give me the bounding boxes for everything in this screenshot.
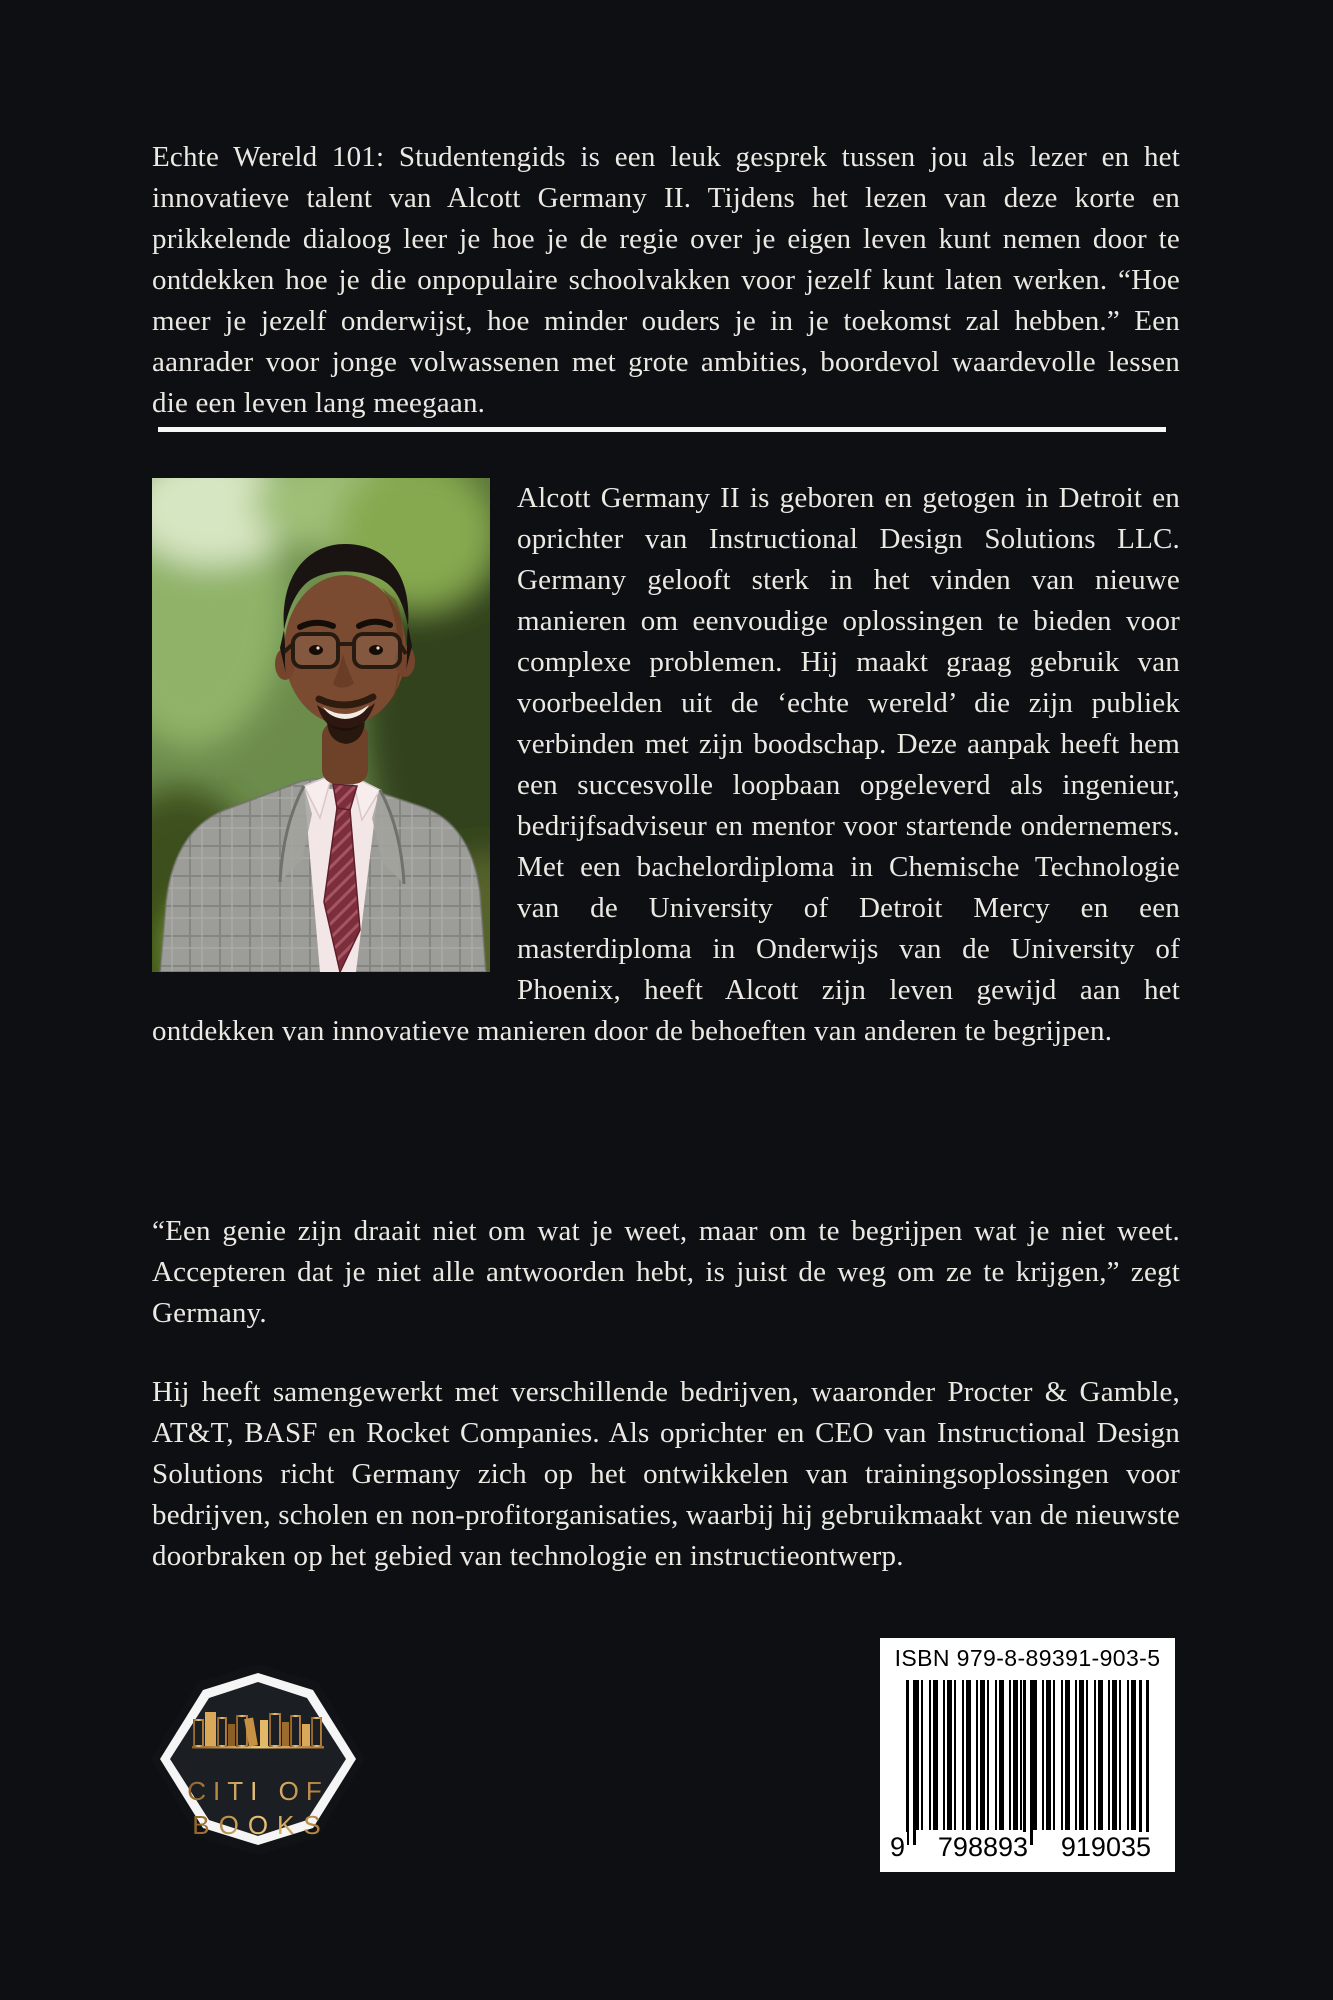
isbn-label: ISBN 979-8-89391-903-5 [894, 1645, 1161, 1671]
divider-rule [158, 427, 1166, 432]
synopsis-paragraph: Echte Wereld 101: Studentengids is een leuk gesprek tussen jou als lezer en het innovatieve talent van Alcott Germany II. Tijdens het lezen van deze korte en prikkelende dialoog leer je hoe je de regie over je eigen leven kunt nemen door te ontdekken hoe je die onpopulaire schoolvakken voor jezelf kunt laten werken. “Hoe meer je jezelf onderwijst, hoe minder ouders je in je toekomst zal hebben.” Een aanrader voor jonge volwassenen met grote ambities, boordevol waardevolle lessen die een leven lang meegaan. [152, 141, 1180, 419]
publisher-logo [148, 1652, 368, 1867]
barcode-guard-left [906, 1680, 916, 1845]
author-photo [152, 478, 490, 972]
barcode-digit-group2: 919035 [1060, 1832, 1151, 1862]
isbn-barcode-block [880, 1638, 1175, 1872]
author-photo-illustration [152, 478, 490, 972]
quote-paragraph: “Een genie zijn draait niet om wat je weet, maar om te begrijpen wat je niet weet. Accepteren dat je niet alle antwoorden hebt, is juist de weg om ze te krijgen,” zegt Germany. [152, 1215, 1180, 1329]
barcode-digits [888, 1832, 1153, 1862]
publisher-name-line1: CITI OF [187, 1776, 329, 1806]
publisher-name-line2: BOOKS [192, 1810, 330, 1840]
author-bio-text: Alcott Germany II is geboren en getogen in Detroit en oprichter van Instructional Design Solutions LLC. Germany gelooft sterk in het vinden van nieuwe manieren om eenvoudige oplossingen te bieden voor complexe problemen. Hij maakt graag gebruik van voorbeelden uit de ‘echte wereld’ die zijn publiek verbinden met zijn boodschap. Deze aanpak heeft hem een succesvolle loopbaan opgeleverd als ingenieur, bedrijfsadviseur en mentor voor startende ondernemers. Met een bachelordiploma in Chemische Technologie van de University of Detroit Mercy en een masterdiploma in Onderwijs van de University of Phoenix, heeft Alcott zijn leven gewijd aan het ontdekken van innovatieve manieren door de behoeften van anderen te begrijpen. [152, 482, 1180, 1047]
partnerships-paragraph: Hij heeft samengewerkt met verschillende bedrijven, waaronder Procter & Gamble, AT&T, BASF en Rocket Companies. Als oprichter en CEO van Instructional Design Solutions richt Germany zich op het ontwikkelen van trainingsoplossingen voor bedrijven, scholen en non-profitorganisaties, waarbij hij gebruikmaakt van de nieuwste doorbraken op het gebied van technologie en instructieontwerp. [152, 1376, 1180, 1572]
barcode-guard-middle [1023, 1680, 1033, 1845]
barcode-digit-lead: 9 [890, 1832, 906, 1862]
barcode-guard-right [1139, 1680, 1149, 1845]
barcode-digit-group1: 798893 [937, 1832, 1029, 1862]
author-bio-section [152, 478, 1180, 1052]
